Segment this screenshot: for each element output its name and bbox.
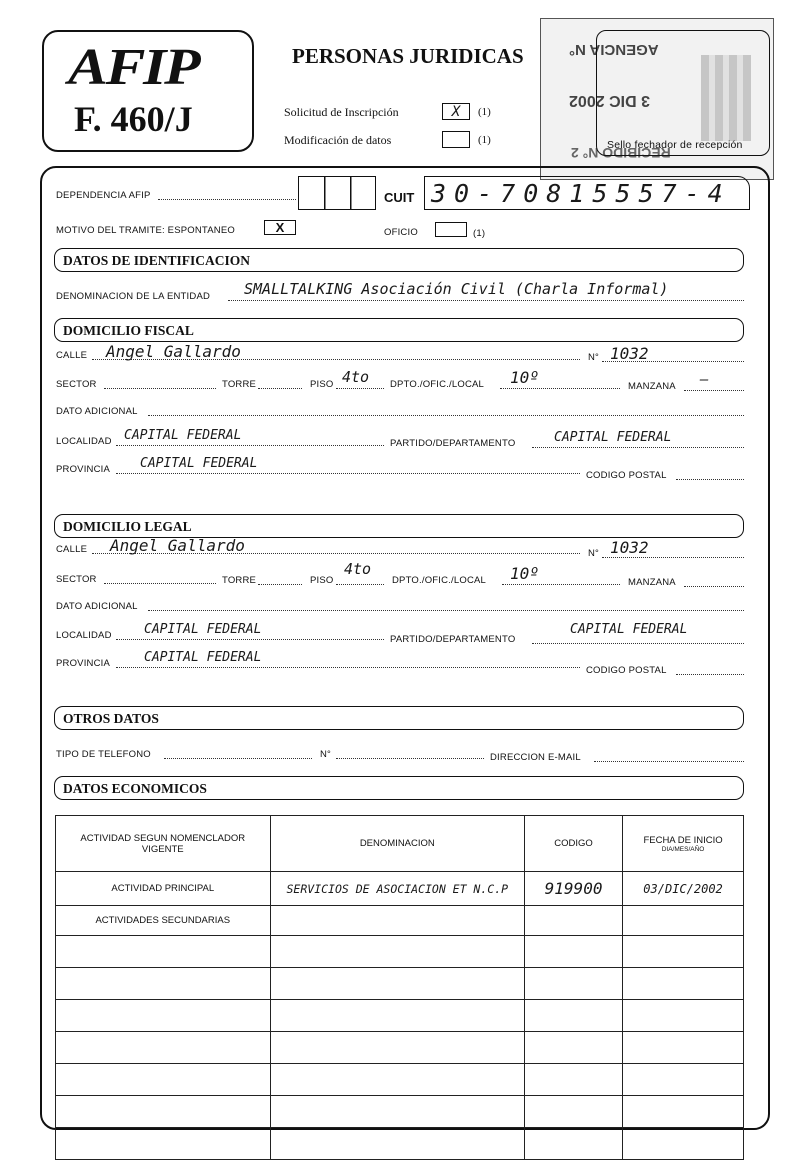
row-principal-label: ACTIVIDAD PRINCIPAL [56, 872, 271, 906]
principal-codigo[interactable] [525, 872, 623, 906]
dpto-label: DPTO./OFIC./LOCAL [390, 379, 485, 390]
principal-codigo-value: 919900 [544, 879, 603, 898]
table-cell[interactable] [525, 1064, 623, 1096]
provincia-label: PROVINCIA [56, 658, 111, 669]
dpto-line [502, 584, 620, 585]
piso-label: PISO [310, 575, 334, 586]
manzana-label: MANZANA [628, 577, 676, 588]
fiscal-calle-value[interactable]: Angel Gallardo [106, 342, 241, 361]
legal-piso-value[interactable]: 4to [344, 560, 372, 578]
stamp-agency: AGENCIA N° [569, 41, 659, 58]
telefono-numero-label: N° [320, 749, 332, 760]
numero-label: N° [588, 352, 600, 363]
torre-label: TORRE [222, 575, 257, 586]
table-cell[interactable] [270, 906, 524, 936]
fiscal-partido-value[interactable]: CAPITAL FEDERAL [554, 430, 672, 445]
telefono-numero-line [336, 758, 484, 759]
table-cell[interactable] [56, 1096, 271, 1128]
principal-denominacion[interactable] [270, 872, 524, 906]
fiscal-provincia-value[interactable]: CAPITAL FEDERAL [140, 456, 258, 471]
note-ref: (1) [478, 134, 491, 146]
table-cell[interactable] [525, 968, 623, 1000]
section-datos-economicos: DATOS ECONOMICOS [54, 776, 744, 800]
localidad-label: LOCALIDAD [56, 436, 112, 447]
section-domicilio-legal: DOMICILIO LEGAL [54, 514, 744, 538]
table-cell[interactable] [56, 1064, 271, 1096]
sector-label: SECTOR [56, 574, 97, 585]
tipo-telefono-label: TIPO DE TELEFONO [56, 749, 151, 760]
oficio-ref: (1) [473, 228, 486, 239]
table-cell[interactable] [525, 1128, 623, 1160]
dpto-label: DPTO./OFIC./LOCAL [392, 575, 487, 586]
calle-label: CALLE [56, 544, 88, 555]
numero-label: N° [588, 548, 600, 559]
dependencia-code-box[interactable] [298, 176, 376, 210]
table-row [56, 906, 744, 936]
table-cell[interactable] [623, 968, 744, 1000]
oficio-label: OFICIO [384, 227, 418, 238]
table-cell[interactable] [56, 1000, 271, 1032]
fiscal-numero-value[interactable]: 1032 [610, 344, 649, 363]
table-cell[interactable] [525, 906, 623, 936]
table-cell[interactable] [270, 1000, 524, 1032]
numero-line [602, 557, 744, 558]
table-cell[interactable] [623, 906, 744, 936]
col-fecha-title: FECHA DE INICIO [643, 834, 723, 846]
sector-line [104, 388, 216, 389]
torre-line [258, 584, 302, 585]
principal-fecha-value: 03/DIC/2002 [643, 881, 723, 896]
table-cell[interactable] [525, 1000, 623, 1032]
piso-line [336, 584, 384, 585]
fiscal-manzana-value[interactable]: – [700, 372, 709, 388]
section-identificacion: DATOS DE IDENTIFICACION [54, 248, 744, 272]
partido-line [532, 447, 744, 448]
table-cell[interactable] [270, 968, 524, 1000]
table-cell[interactable] [623, 1032, 744, 1064]
table-row [56, 968, 744, 1000]
provincia-line [116, 667, 580, 668]
principal-denominacion-value: SERVICIOS DE ASOCIACION ET N.C.P [286, 881, 509, 896]
col-codigo-header: CODIGO [525, 816, 623, 872]
afip-logo: AFIP [68, 39, 199, 96]
option-modificacion-label: Modificación de datos [284, 133, 392, 147]
tipo-telefono-line [164, 758, 312, 759]
localidad-line [116, 639, 384, 640]
legal-provincia-value[interactable]: CAPITAL FEDERAL [144, 650, 262, 665]
table-row [56, 1064, 744, 1096]
codigo-postal-line [676, 674, 744, 675]
dependencia-line [158, 199, 296, 200]
table-cell[interactable] [623, 1096, 744, 1128]
dato-adicional-line [148, 415, 744, 416]
modificacion-checkbox[interactable] [442, 131, 470, 148]
localidad-line [116, 445, 384, 446]
page-title: PERSONAS JURIDICAS [292, 44, 524, 68]
motivo-mark: X [275, 220, 285, 235]
col-fecha-sub: DIA/MES/AÑO [661, 845, 705, 853]
option-inscripcion-label: Solicitud de Inscripción [284, 105, 399, 119]
row-secundarias-label: ACTIVIDADES SECUNDARIAS [56, 906, 271, 936]
table-cell[interactable] [525, 1096, 623, 1128]
partido-label: PARTIDO/DEPARTAMENTO [390, 634, 516, 645]
fiscal-piso-value[interactable]: 4to [342, 368, 370, 386]
manzana-line [684, 390, 744, 391]
logo-box [42, 30, 254, 152]
email-line [594, 761, 744, 762]
table-cell[interactable] [56, 936, 271, 968]
dato-adicional-label: DATO ADICIONAL [56, 601, 138, 612]
denominacion-line [228, 300, 744, 301]
table-cell[interactable] [270, 936, 524, 968]
stamp-date: 3 DIC 2002 [569, 92, 650, 109]
fiscal-localidad-value[interactable]: CAPITAL FEDERAL [124, 428, 242, 443]
stamp-received: RECIBIDO N° 2 [571, 145, 671, 161]
motivo-label: MOTIVO DEL TRAMITE: ESPONTANEO [56, 225, 235, 236]
cuit-value: 30-70815557-4 [431, 179, 731, 208]
table-cell[interactable] [270, 1064, 524, 1096]
table-cell[interactable] [270, 1128, 524, 1160]
denominacion-label: DENOMINACION DE LA ENTIDAD [56, 291, 211, 302]
table-row [56, 872, 744, 906]
table-cell[interactable] [270, 1096, 524, 1128]
piso-line [336, 388, 384, 389]
oficio-checkbox[interactable] [435, 222, 467, 237]
form-code: F. 460/J [74, 99, 193, 139]
table-cell[interactable] [525, 936, 623, 968]
codigo-postal-label: CODIGO POSTAL [586, 470, 667, 481]
dato-adicional-label: DATO ADICIONAL [56, 406, 138, 417]
torre-label: TORRE [222, 379, 257, 390]
col-actividad-header: ACTIVIDAD SEGUN NOMENCLADOR VIGENTE [56, 816, 271, 872]
partido-label: PARTIDO/DEPARTAMENTO [390, 438, 516, 449]
table-cell[interactable] [623, 1000, 744, 1032]
table-cell[interactable] [56, 968, 271, 1000]
table-row [56, 1128, 744, 1160]
note-ref: (1) [478, 106, 491, 118]
email-label: DIRECCION E-MAIL [490, 752, 581, 763]
sector-line [104, 583, 216, 584]
table-cell[interactable] [623, 1064, 744, 1096]
legal-dpto-value[interactable]: 10º [510, 564, 539, 583]
cuit-field[interactable] [424, 176, 750, 210]
localidad-label: LOCALIDAD [56, 630, 112, 641]
legal-partido-value[interactable]: CAPITAL FEDERAL [570, 622, 688, 637]
section-otros-datos: OTROS DATOS [54, 706, 744, 730]
fiscal-dpto-value[interactable]: 10º [510, 368, 539, 387]
legal-numero-value[interactable]: 1032 [610, 538, 649, 557]
stamp-caption-frame [596, 30, 770, 156]
provincia-line [116, 473, 580, 474]
codigo-postal-label: CODIGO POSTAL [586, 665, 667, 676]
col-fecha-header [623, 816, 744, 872]
dato-adicional-line [148, 610, 744, 611]
col-denominacion-header: DENOMINACION [270, 816, 524, 872]
table-cell[interactable] [270, 1032, 524, 1064]
table-cell[interactable] [525, 1032, 623, 1064]
sector-label: SECTOR [56, 379, 97, 390]
denominacion-value[interactable]: SMALLTALKING Asociación Civil (Charla Informal) [244, 280, 669, 298]
check-mark: X [451, 104, 461, 120]
table-cell[interactable] [623, 936, 744, 968]
table-cell[interactable] [623, 1128, 744, 1160]
table-row [56, 1000, 744, 1032]
legal-localidad-value[interactable]: CAPITAL FEDERAL [144, 622, 262, 637]
cuit-label: CUIT [384, 190, 415, 205]
manzana-line [684, 586, 744, 587]
table-cell[interactable] [56, 1032, 271, 1064]
codigo-postal-line [676, 479, 744, 480]
dpto-line [500, 388, 620, 389]
table-row [56, 936, 744, 968]
table-cell[interactable] [56, 1128, 271, 1160]
motivo-espontaneo-checkbox[interactable] [264, 220, 296, 235]
provincia-label: PROVINCIA [56, 464, 111, 475]
piso-label: PISO [310, 379, 334, 390]
inscripcion-checkbox[interactable] [442, 103, 470, 120]
stamp-caption: Sello fechador de recepción [607, 139, 743, 151]
legal-calle-value[interactable]: Angel Gallardo [110, 536, 245, 555]
actividades-table [55, 815, 744, 1160]
calle-label: CALLE [56, 350, 88, 361]
partido-line [532, 643, 744, 644]
dependencia-label: DEPENDENCIA AFIP [56, 190, 151, 201]
table-row [56, 1032, 744, 1064]
principal-fecha[interactable] [623, 872, 744, 906]
manzana-label: MANZANA [628, 381, 676, 392]
torre-line [258, 388, 302, 389]
section-domicilio-fiscal: DOMICILIO FISCAL [54, 318, 744, 342]
table-row [56, 1096, 744, 1128]
